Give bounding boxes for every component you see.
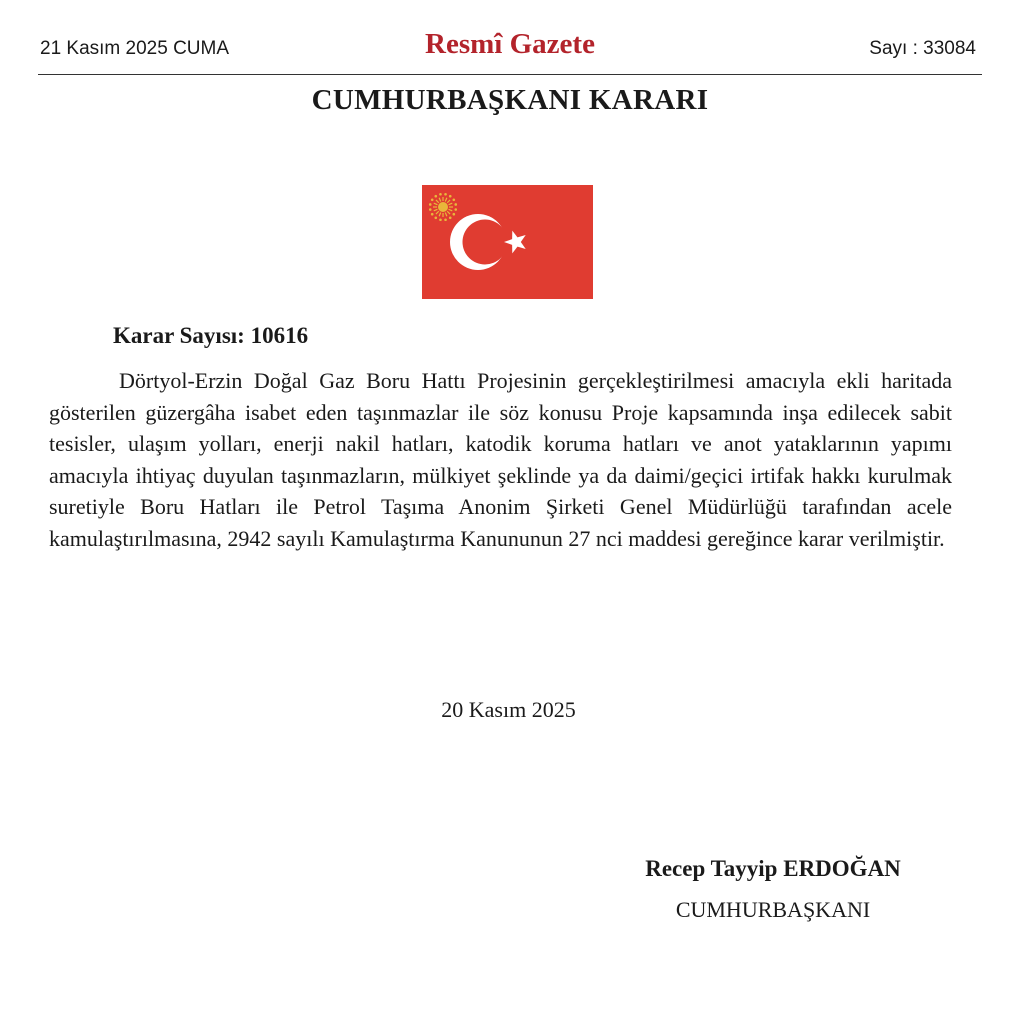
signature-block [606, 855, 940, 924]
publication-date: 21 Kasım 2025 CUMA [40, 38, 230, 59]
gazette-header [38, 28, 982, 75]
decision-body-text: Dörtyol-Erzin Doğal Gaz Boru Hattı Projesinin gerçekleştirilmesi amacıyla ekli haritada gösterilen güzergâha isabet eden taşınmazlar ile söz konusu Proje kapsamında inşa edilecek sabit tesisler, ulaşım yolları, enerji nakil hatları, katodik koruma hatları ve anot yataklarının yapımı amacıyla ihtiyaç duyulan taşınmazların, mülkiyet şeklinde ya da daimi/geçici irtifak hakkı kurulmak suretiyle Boru Hatları ile Petrol Taşıma Anonim Şirketi Genel Müdürlüğü tarafından acele kamulaştırılmasına, 2942 sayılı Kamulaştırma Kanununun 27 nci maddesi gereğince karar verilmiştir. [49, 368, 952, 551]
decision-date: 20 Kasım 2025 [441, 697, 576, 722]
document-heading: CUMHURBAŞKANI KARARI [311, 84, 709, 116]
decision-number: Karar Sayısı: 10616 [113, 323, 309, 348]
turkish-presidential-flag-icon [422, 185, 593, 299]
signatory-title: CUMHURBAŞKANI [675, 897, 871, 922]
gazette-title: Resmî Gazete [425, 28, 595, 60]
signatory-name: Recep Tayyip ERDOĞAN [645, 856, 901, 881]
issue-number: Sayı : 33084 [869, 38, 976, 59]
